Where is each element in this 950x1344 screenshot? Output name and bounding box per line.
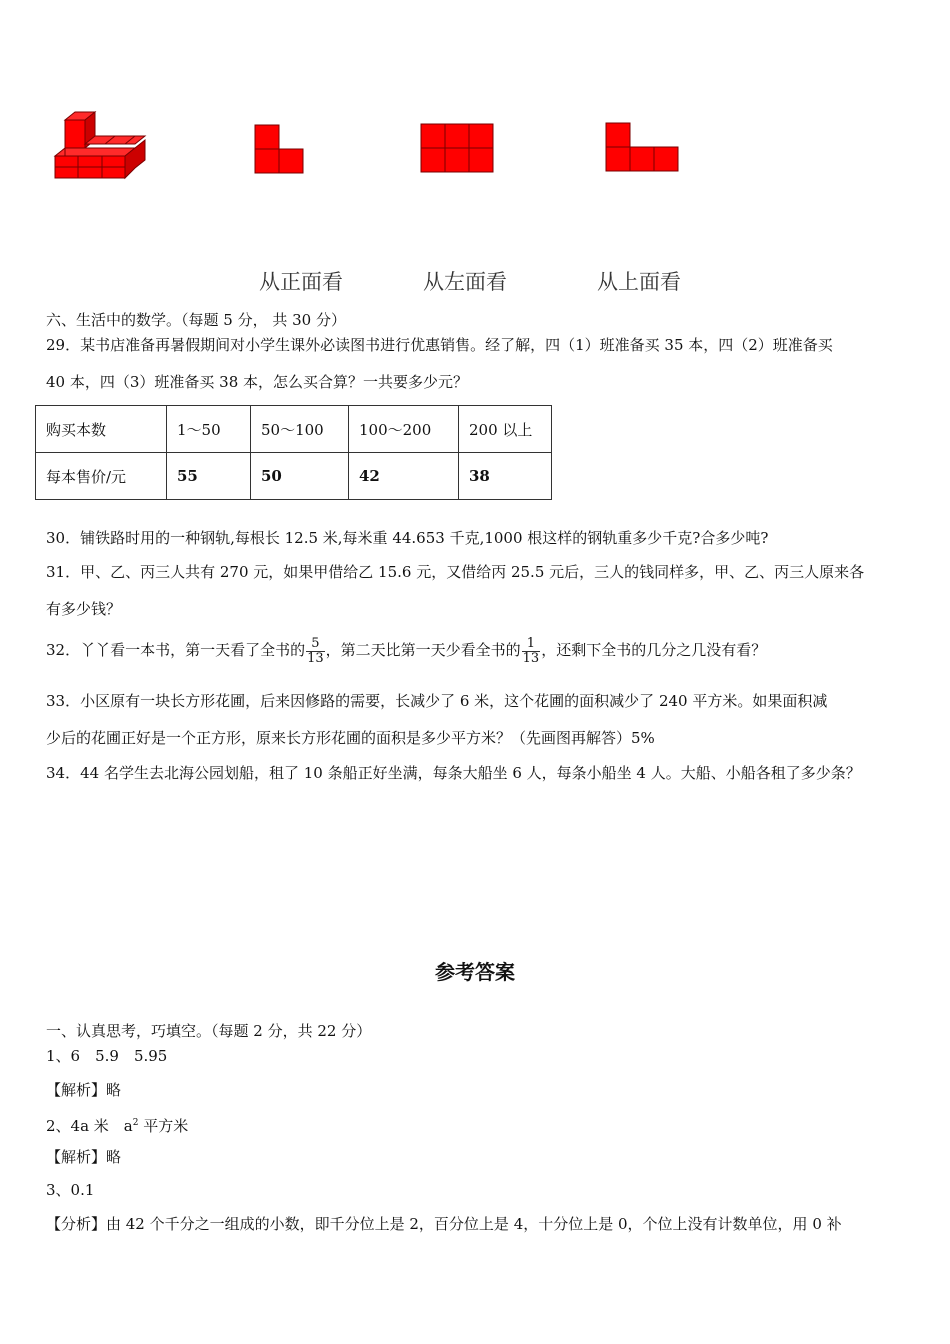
q33-line1: 33．小区原有一块长方形花圃，后来因修路的需要，长减少了 6 米，这个花圃的面积减少了 240 平方米。如果面积减	[46, 692, 828, 710]
answer-2-tail: 平方米	[138, 1117, 189, 1135]
answer-1: 1、6 5.9 5.95	[46, 1047, 168, 1065]
table-cell: 1～50	[167, 406, 251, 453]
q31-line2: 有多少钱？	[46, 600, 122, 618]
fraction-denominator: 13	[307, 650, 324, 666]
q32-text-3: ，还剩下全书的几分之几没有看？	[541, 641, 767, 659]
left-view-label: 从左面看	[423, 270, 507, 294]
table-cell: 100～200	[349, 406, 459, 453]
q34: 34．44 名学生去北海公园划船，租了 10 条船正好坐满，每条大船坐 6 人，每条小船坐 4 人。大船、小船各租了多少条？	[46, 764, 861, 782]
answer-3: 3、0.1	[46, 1181, 95, 1199]
cube-solid-figure	[50, 108, 155, 186]
table-cell: 每本售价/元	[36, 453, 167, 500]
table-cell: 购买本数	[36, 406, 167, 453]
table-cell: 42	[349, 453, 459, 500]
q32-text-2: ，第二天比第一天少看全书的	[325, 641, 521, 659]
q33-line2: 少后的花圃正好是一个正方形，原来长方形花圃的面积是多少平方米？（先画图再解答）5%	[46, 729, 655, 747]
answer-2	[46, 1112, 188, 1137]
fraction-numerator: 5	[306, 637, 325, 652]
q32-text-1: 32．丫丫看一本书，第一天看了全书的	[46, 641, 306, 659]
q30: 30．铺铁路时用的一种钢轨,每根长 12.5 米,每米重 44.653 千克,1000 根这样的钢轨重多少千克?合多少吨?	[46, 529, 769, 547]
q29-line2: 40 本，四（3）班准备买 38 本，怎么买合算？一共要多少元？	[46, 373, 469, 391]
front-view-figure	[254, 124, 306, 176]
table-row	[36, 406, 552, 453]
fraction-denominator: 13	[522, 650, 540, 666]
table-cell: 38	[459, 453, 552, 500]
answers-heading: 参考答案	[435, 960, 515, 984]
top-view-figure	[605, 122, 681, 174]
top-view-label: 从上面看	[597, 270, 681, 294]
q29-line1: 29．某书店准备再暑假期间对小学生课外必读图书进行优惠销售。经了解，四（1）班准备买 35 本，四（2）班准备买	[46, 336, 833, 354]
table-cell: 50～100	[251, 406, 349, 453]
fraction	[306, 637, 325, 666]
table-cell: 50	[251, 453, 349, 500]
answer-2-note: 【解析】略	[46, 1148, 122, 1166]
answers-section1-title: 一、认真思考，巧填空。（每题 2 分，共 22 分）	[46, 1022, 372, 1040]
table-cell: 55	[167, 453, 251, 500]
answer-2-superscript: 2	[132, 1118, 139, 1128]
fraction	[522, 637, 541, 666]
answer-1-note: 【解析】略	[46, 1081, 122, 1099]
answer-3-note: 【分析】由 42 个千分之一组成的小数，即千分位上是 2，百分位上是 4，十分位上是 0，个位上没有计数单位，用 0 补	[46, 1215, 842, 1233]
q31-line1: 31．甲、乙、丙三人共有 270 元，如果甲借给乙 15.6 元，又借给丙 25.5 元后，三人的钱同样多，甲、乙、丙三人原来各	[46, 563, 865, 581]
section6-title: 六、生活中的数学。（每题 5 分， 共 30 分）	[46, 311, 346, 329]
fraction-numerator: 1	[522, 637, 541, 652]
table-cell: 200 以上	[459, 406, 552, 453]
price-table	[35, 405, 552, 500]
left-view-figure	[420, 123, 496, 175]
front-view-label: 从正面看	[259, 270, 343, 294]
table-row	[36, 453, 552, 500]
q32	[46, 634, 766, 666]
answer-2-text: 2、4a 米 a	[46, 1117, 133, 1135]
